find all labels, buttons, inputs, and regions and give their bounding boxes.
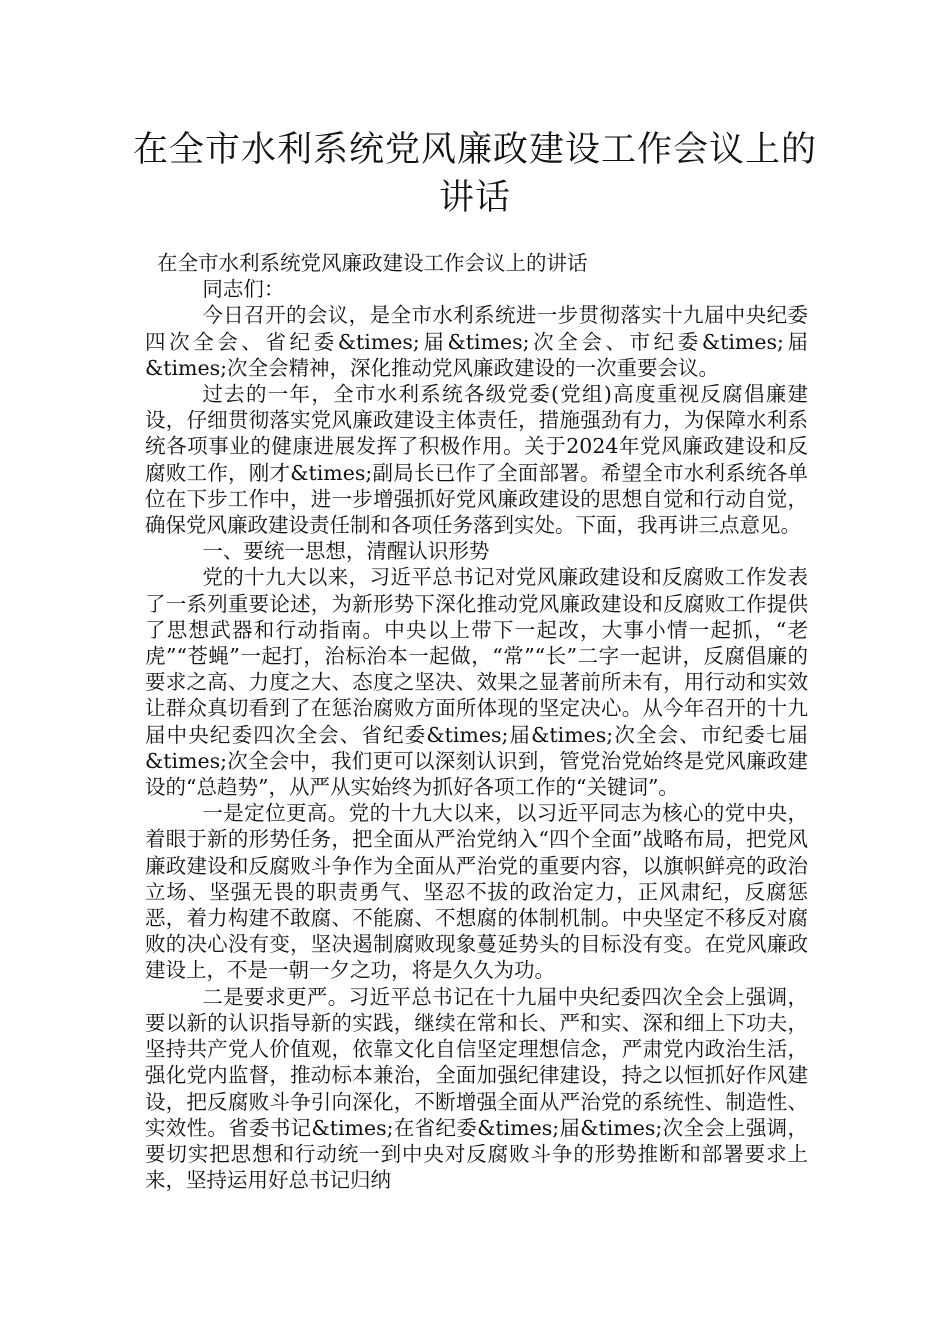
section-heading: 一、要统一思想，清醒认识形势 <box>202 539 490 564</box>
document-subtitle: 在全市水利系统党风廉政建设工作会议上的讲话 <box>157 251 588 275</box>
salutation: 同志们： <box>202 277 285 302</box>
paragraph: 二是要求更严。习近平总书记在十九届中央纪委四次全会上强调，要以新的认识指导新的实践，继续在常和长、严和实、深和细上下功夫，坚持共产党人价值观，依靠文化自信坚定理想信念，严肃党内政治生活，强化党内监督，推动标本兼治，全面加强纪律建设，持之以恒抓好作风建设，把反腐败斗争引向深化，不断增强全面从严治党的系统性、制造性、实效性。省委书记&times;在省纪委&times;届&times;次全会上强调，要切实把思想和行动统一到中央对反腐败斗争的形势推断和部署要求上来，坚持运用好总书记归纳 <box>145 984 808 1193</box>
document-title: 在全市水利系统党风廉政建设工作会议上的讲话 <box>132 130 817 218</box>
paragraph: 一是定位更高。党的十九大以来，以习近平同志为核心的党中央，着眼于新的形势任务，把全面从严治党纳入“四个全面”战略布局，把党风廉政建设和反腐败斗争作为全面从严治党的重要内容，以旗帜鲜亮的政治立场、坚强无畏的职责勇气、坚忍不拔的政治定力，正风肃纪，反腐惩恶，着力构建不敢腐、不能腐、不想腐的体制机制。中央坚定不移反对腐败的决心没有变，坚决遏制腐败现象蔓延势头的目标没有变。在党风廉政建设上，不是一朝一夕之功，将是久久为功。 <box>145 801 808 983</box>
paragraph: 今日召开的会议，是全市水利系统进一步贯彻落实十九届中央纪委四次全会、省纪委&times;届&times;次全会、市纪委&times;届&times;次全会精神，深化推动党风廉政建设的一次重要会议。 <box>145 303 808 380</box>
paragraph: 过去的一年，全市水利系统各级党委(党组)高度重视反腐倡廉建设，仔细贯彻落实党风廉政建设主体责任，措施强劲有力，为保障水利系统各项事业的健康进展发挥了积极作用。关于2024年党风廉政建设和反腐败工作，刚才&times;副局长已作了全面部署。希望全市水利系统各单位在下步工作中，进一步增强抓好党风廉政建设的思想自觉和行动自觉，确保党风廉政建设责任制和各项任务落到实处。下面，我再讲三点意见。 <box>145 382 808 538</box>
document-body <box>145 250 808 1193</box>
paragraph: 党的十九大以来，习近平总书记对党风廉政建设和反腐败工作发表了一系列重要论述，为新形势下深化推动党风廉政建设和反腐败工作提供了思想武器和行动指南。中央以上带下一起改，大事小情一起抓，“老虎”“苍蝇”一起打，治标治本一起做，“常”“长”二字一起讲，反腐倡廉的要求之高、力度之大、态度之坚决、效果之显著前所未有，用行动和实效让群众真切看到了在惩治腐败方面所体现的坚定决心。从今年召开的十九届中央纪委四次全会、省纪委&times;届&times;次全会、市纪委七届&times;次全会中，我们更可以深刻认识到，管党治党始终是党风廉政建设的“总趋势”，从严从实始终为抓好各项工作的“关键词”。 <box>145 565 808 800</box>
